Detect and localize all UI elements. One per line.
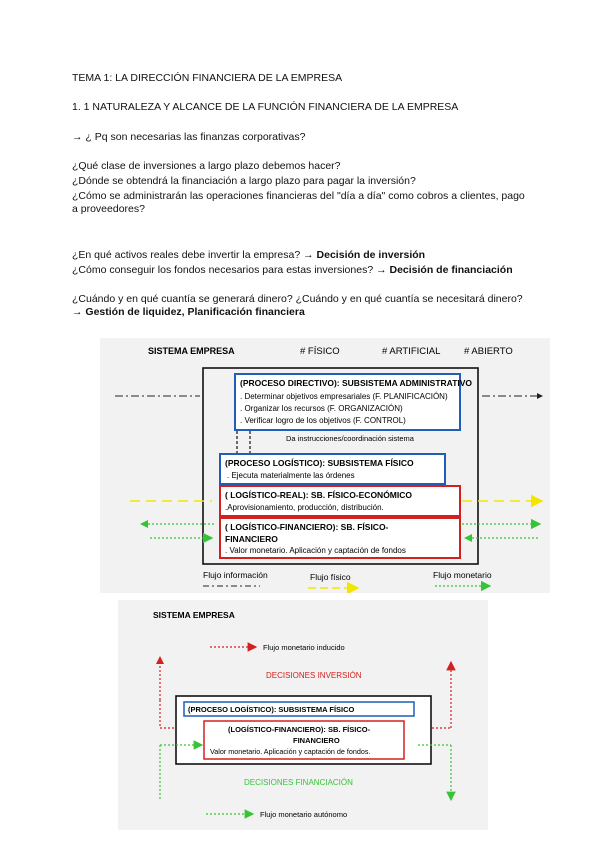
fig1-legend-fisico: Flujo físico <box>310 572 351 582</box>
fig2-financiero-line-1: Valor monetario. Aplicación y captación de fondos. <box>210 747 371 756</box>
fig2-induced-label: Flujo monetario inducido <box>263 643 345 652</box>
fig2-logistico-title: (PROCESO LOGÍSTICO): SUBSISTEMA FÍSICO <box>188 705 355 714</box>
fig1-logistico-line-1: . Ejecuta materialmente las órdenes <box>227 471 355 480</box>
answer-1: ¿En qué activos reales debe invertir la empresa? → Decisión de inversión <box>72 249 426 261</box>
fig1-coordination-note: Da instrucciones/coordinación sistema <box>286 434 414 443</box>
question-3: ¿Cómo se administrarán las operaciones financieras del "día a día" como cobros a clientes, pago a proveedores? <box>72 190 525 215</box>
fig1-real-title: ( LOGÍSTICO-REAL): SB. FÍSICO-ECONÓMICO <box>225 490 412 500</box>
question-2: ¿Dónde se obtendrá la financiación a largo plazo para pagar la inversión? <box>72 175 416 187</box>
section-heading: 1. 1 NATURALEZA Y ALCANCE DE LA FUNCIÓN FINANCIERA DE LA EMPRESA <box>72 101 459 113</box>
fig2-header: SISTEMA EMPRESA <box>153 610 235 620</box>
fig1-directivo-line-2: . Organizar los recursos (F. ORGANIZACIÓN) <box>240 404 403 413</box>
answer-3: ¿Cuándo y en qué cuantía se generará dinero? ¿Cuándo y en qué cuantía se necesitará dinero? → Gestión de liquidez, Planificación financiera <box>72 293 523 318</box>
fig1-legend-info: Flujo información <box>203 570 268 580</box>
fig2-financiero-title-1: (LOGÍSTICO-FINANCIERO): SB. FÍSICO- <box>228 725 371 734</box>
fig1-directivo-title: (PROCESO DIRECTIVO): SUBSISTEMA ADMINISTRATIVO <box>240 378 473 388</box>
fig1-directivo-line-3: . Verificar logro de los objetivos (F. CONTROL) <box>240 416 406 425</box>
fig1-real-line-1: .Aprovisionamiento, producción, distribución. <box>225 503 384 512</box>
main-question: → ¿ Pq son necesarias las finanzas corporativas? <box>72 131 306 143</box>
fig1-financiero-title-2: FINANCIERO <box>225 534 278 544</box>
doc-title: TEMA 1: LA DIRECCIÓN FINANCIERA DE LA EMPRESA <box>72 72 343 84</box>
fig1-logistico-title: (PROCESO LOGÍSTICO): SUBSISTEMA FÍSICO <box>225 458 414 468</box>
question-1: ¿Qué clase de inversiones a largo plazo debemos hacer? <box>72 160 341 172</box>
fig1-financiero-title-1: ( LOGÍSTICO-FINANCIERO): SB. FÍSICO- <box>225 522 389 532</box>
fig2-decisiones-financiacion: DECISIONES FINANCIACIÓN <box>244 778 353 787</box>
figure-sistema-empresa-1 <box>100 338 550 593</box>
fig2-decisiones-inversion: DECISIONES INVERSIÓN <box>266 671 362 680</box>
fig2-autonomo-label: Flujo monetario autónomo <box>260 810 348 819</box>
figure-sistema-empresa-2 <box>118 600 488 830</box>
fig2-financiero-title-2: FINANCIERO <box>293 736 340 745</box>
fig1-financiero-line-1: . Valor monetario. Aplicación y captación de fondos <box>225 546 406 555</box>
fig1-tag-abierto: # ABIERTO <box>464 346 513 357</box>
fig1-legend-monetario: Flujo monetario <box>433 570 492 580</box>
answer-2: ¿Cómo conseguir los fondos necesarios para estas inversiones? → Decisión de financiación <box>72 264 513 276</box>
fig1-directivo-line-1: . Determinar objetivos empresariales (F. PLANIFICACIÓN) <box>240 392 448 401</box>
fig1-tag-fisico: # FÍSICO <box>300 346 340 357</box>
fig1-tag-artificial: # ARTIFICIAL <box>382 346 441 357</box>
fig1-header: SISTEMA EMPRESA <box>148 346 235 356</box>
